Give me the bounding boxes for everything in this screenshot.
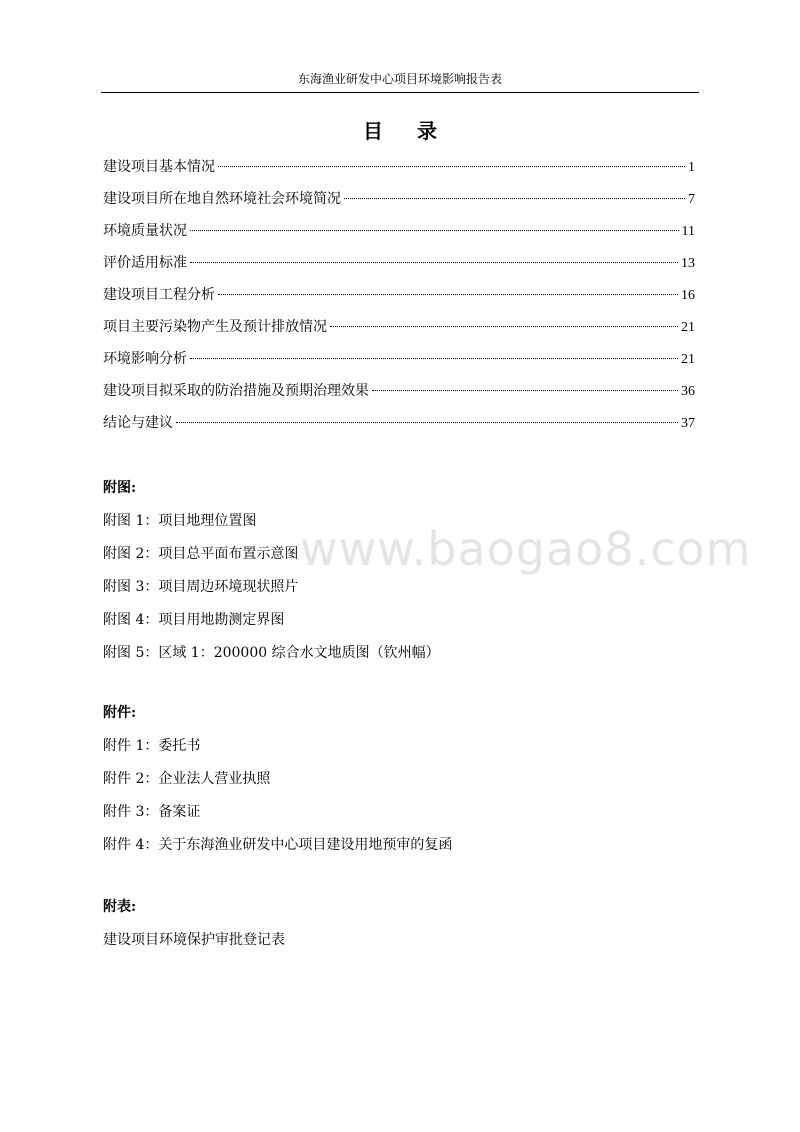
toc-entry-label: 结论与建议 [103,415,173,431]
toc-entry-label: 建设项目所在地自然环境社会环境简况 [103,191,341,207]
toc-entry[interactable] [103,218,695,250]
toc-entry-page: 13 [681,256,695,271]
toc-entry[interactable] [103,346,695,378]
toc-leader-dots [372,390,678,391]
toc-entry[interactable] [103,186,695,218]
watermark-text: www.baogao8.com [300,522,752,576]
toc-leader-dots [190,262,678,263]
toc-entry[interactable] [103,250,695,282]
toc-entry-page: 36 [681,384,695,399]
toc-entry[interactable] [103,314,695,346]
toc-entry-page: 21 [681,352,695,367]
table-item[interactable]: 建设项目环境保护审批登记表 [103,932,285,948]
figure-item[interactable]: 附图 3：项目周边环境现状照片 [103,579,299,595]
figures-heading: 附图: [103,480,137,496]
figure-item[interactable]: 附图 1：项目地理位置图 [103,513,257,529]
page-title: 目录 [363,119,471,143]
toc-leader-dots [218,166,685,167]
figure-item[interactable]: 附图 5：区域 1：200000 综合水文地质图（钦州幅） [103,645,440,661]
toc-entry-page: 1 [688,160,695,175]
tables-section [103,897,703,963]
toc-leader-dots [190,358,678,359]
table-of-contents [103,154,695,442]
toc-entry-page: 11 [681,224,695,239]
attachments-section [103,703,703,868]
tables-heading: 附表: [103,899,137,915]
toc-entry-page: 16 [681,288,695,303]
toc-entry-page: 7 [688,192,695,207]
header-title: 东海渔业研发中心项目环境影响报告表 [297,72,502,86]
toc-entry-label: 建设项目基本情况 [103,159,215,175]
toc-entry-label: 建设项目拟采取的防治措施及预期治理效果 [103,383,369,399]
toc-entry-page: 21 [681,320,695,335]
toc-entry[interactable] [103,410,695,442]
toc-leader-dots [330,326,678,327]
toc-leader-dots [190,230,679,231]
attachment-item[interactable]: 附件 1：委托书 [103,738,201,754]
attachment-item[interactable]: 附件 3：备案证 [103,804,201,820]
figure-item[interactable]: 附图 4：项目用地勘测定界图 [103,612,285,628]
toc-leader-dots [176,422,678,423]
toc-entry-label: 环境影响分析 [103,351,187,367]
toc-entry-label: 项目主要污染物产生及预计排放情况 [103,319,327,335]
toc-leader-dots [344,198,685,199]
figure-item[interactable]: 附图 2：项目总平面布置示意图 [103,546,299,562]
attachment-item[interactable]: 附件 2：企业法人营业执照 [103,771,271,787]
toc-entry[interactable] [103,378,695,410]
page-header [101,70,699,93]
figures-section [103,478,703,676]
toc-entry-label: 评价适用标准 [103,255,187,271]
toc-entry-label: 环境质量状况 [103,223,187,239]
attachment-item[interactable]: 附件 4：关于东海渔业研发中心项目建设用地预审的复函 [103,837,453,853]
attachments-heading: 附件: [103,705,137,721]
toc-entry[interactable] [103,154,695,186]
toc-leader-dots [218,294,678,295]
toc-entry-page: 37 [681,416,695,431]
toc-entry-label: 建设项目工程分析 [103,287,215,303]
toc-entry[interactable] [103,282,695,314]
